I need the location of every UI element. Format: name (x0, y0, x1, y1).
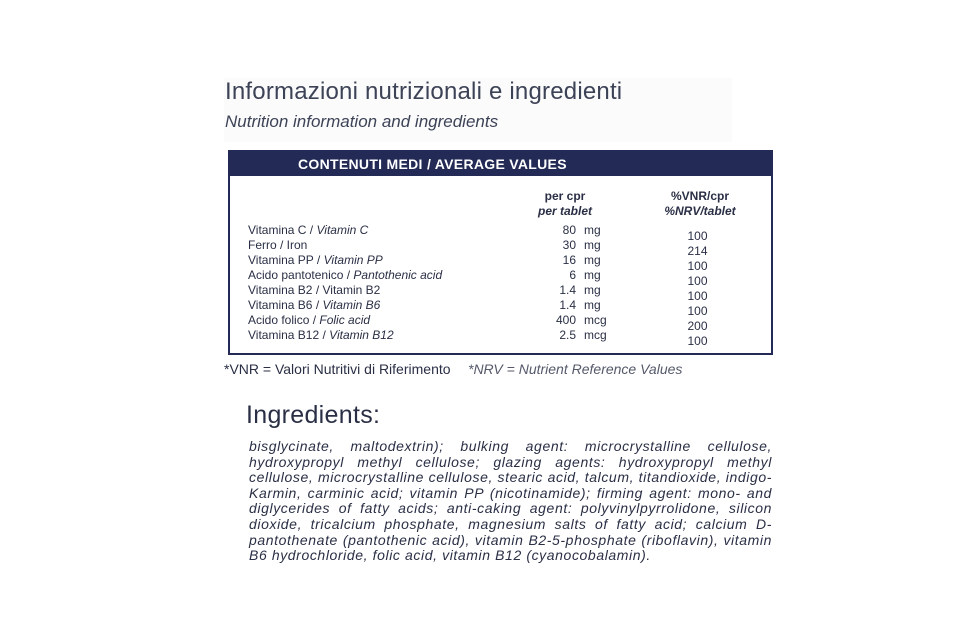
nutrient-value: 16 (562, 253, 576, 267)
column-header-quantity (525, 189, 605, 219)
nutrient-unit: mg (584, 253, 601, 267)
nutrient-unit: mg (584, 298, 601, 312)
table-row (248, 298, 748, 313)
nutrient-value: 30 (562, 238, 576, 252)
vnr-value: 200 (687, 319, 708, 333)
page-title-english: Nutrition information and ingredients (225, 112, 499, 131)
column-header-quantity-it: per cpr (544, 189, 586, 203)
table-row (248, 328, 748, 343)
nutrient-name: Vitamina B2 / Vitamin B2 (248, 283, 381, 297)
vnr-value: 100 (687, 259, 708, 273)
nutrient-name: Ferro / Iron (248, 238, 308, 252)
nutrition-table (228, 150, 773, 355)
table-row (248, 253, 748, 268)
column-header-vnr-it: %VNR/cpr (670, 189, 729, 203)
table-row (248, 283, 748, 298)
table-row (248, 313, 748, 328)
nutrient-unit: mcg (584, 313, 607, 327)
vnr-value: 100 (687, 334, 708, 348)
vnr-value: 100 (687, 304, 708, 318)
nutrient-name: Vitamina C / Vitamin C (248, 223, 369, 237)
nutrient-value: 1.4 (559, 283, 576, 297)
table-row (248, 223, 748, 238)
nutrient-value: 6 (569, 268, 576, 282)
ingredients-text: bisglycinate, maltodextrin); bulking agent: microcrystalline cellulose, hydroxypropyl methyl cellulose; glazing agents: hydroxypropyl methyl cellulose, microcrystalline cellulose, stearic acid, talcum, titandioxide, indigo-Karmin, carminic acid; vitamin PP (nicotinamide); firming agent: mono- and diglycerides of fatty acids; anti-caking agent: polyvinylpyrrolidone, silicon dioxide, tricalcium phosphate, magnesium salts of fatty acid; calcium D-pantothenate (pantothenic acid), vitamin B2-5-phosphate (riboflavin), vitamin B6 hydrochloride, folic acid, vitamin B12 (cyanocobalamin). (249, 438, 772, 564)
nutrient-name: Vitamina PP / Vitamin PP (248, 253, 383, 267)
column-header-vnr-en: %NRV/tablet (664, 204, 736, 218)
nutrient-unit: mg (584, 283, 601, 297)
table-row (248, 238, 748, 253)
nutrient-value: 2.5 (559, 328, 576, 342)
table-row (248, 268, 748, 283)
nutrient-unit: mg (584, 223, 601, 237)
nutrition-table-header: CONTENUTI MEDI / AVERAGE VALUES (230, 152, 771, 176)
ingredients-title: Ingredients: (246, 401, 381, 429)
nutrient-name: Vitamina B12 / Vitamin B12 (248, 328, 394, 342)
nutrient-name: Vitamina B6 / Vitamin B6 (248, 298, 381, 312)
page-title-italian: Informazioni nutrizionali e ingredienti (225, 78, 623, 105)
nutrient-unit: mcg (584, 328, 607, 342)
vnr-value: 214 (687, 244, 708, 258)
footnote-vnr: *VNR = Valori Nutritivi di Riferimento (224, 361, 451, 377)
nutrient-name: Acido pantotenico / Pantothenic acid (248, 268, 443, 282)
nutrient-unit: mg (584, 238, 601, 252)
vnr-value: 100 (687, 274, 708, 288)
footnote-nrv: *NRV = Nutrient Reference Values (468, 361, 683, 377)
nutrient-value: 400 (555, 313, 576, 327)
nutrient-unit: mg (584, 268, 601, 282)
nutrient-value: 80 (562, 223, 576, 237)
nutrient-value: 1.4 (559, 298, 576, 312)
vnr-value: 100 (687, 289, 708, 303)
column-header-quantity-en: per tablet (537, 204, 592, 218)
column-header-vnr (655, 189, 745, 219)
vnr-value: 100 (687, 229, 708, 243)
nutrient-name: Acido folico / Folic acid (248, 313, 371, 327)
